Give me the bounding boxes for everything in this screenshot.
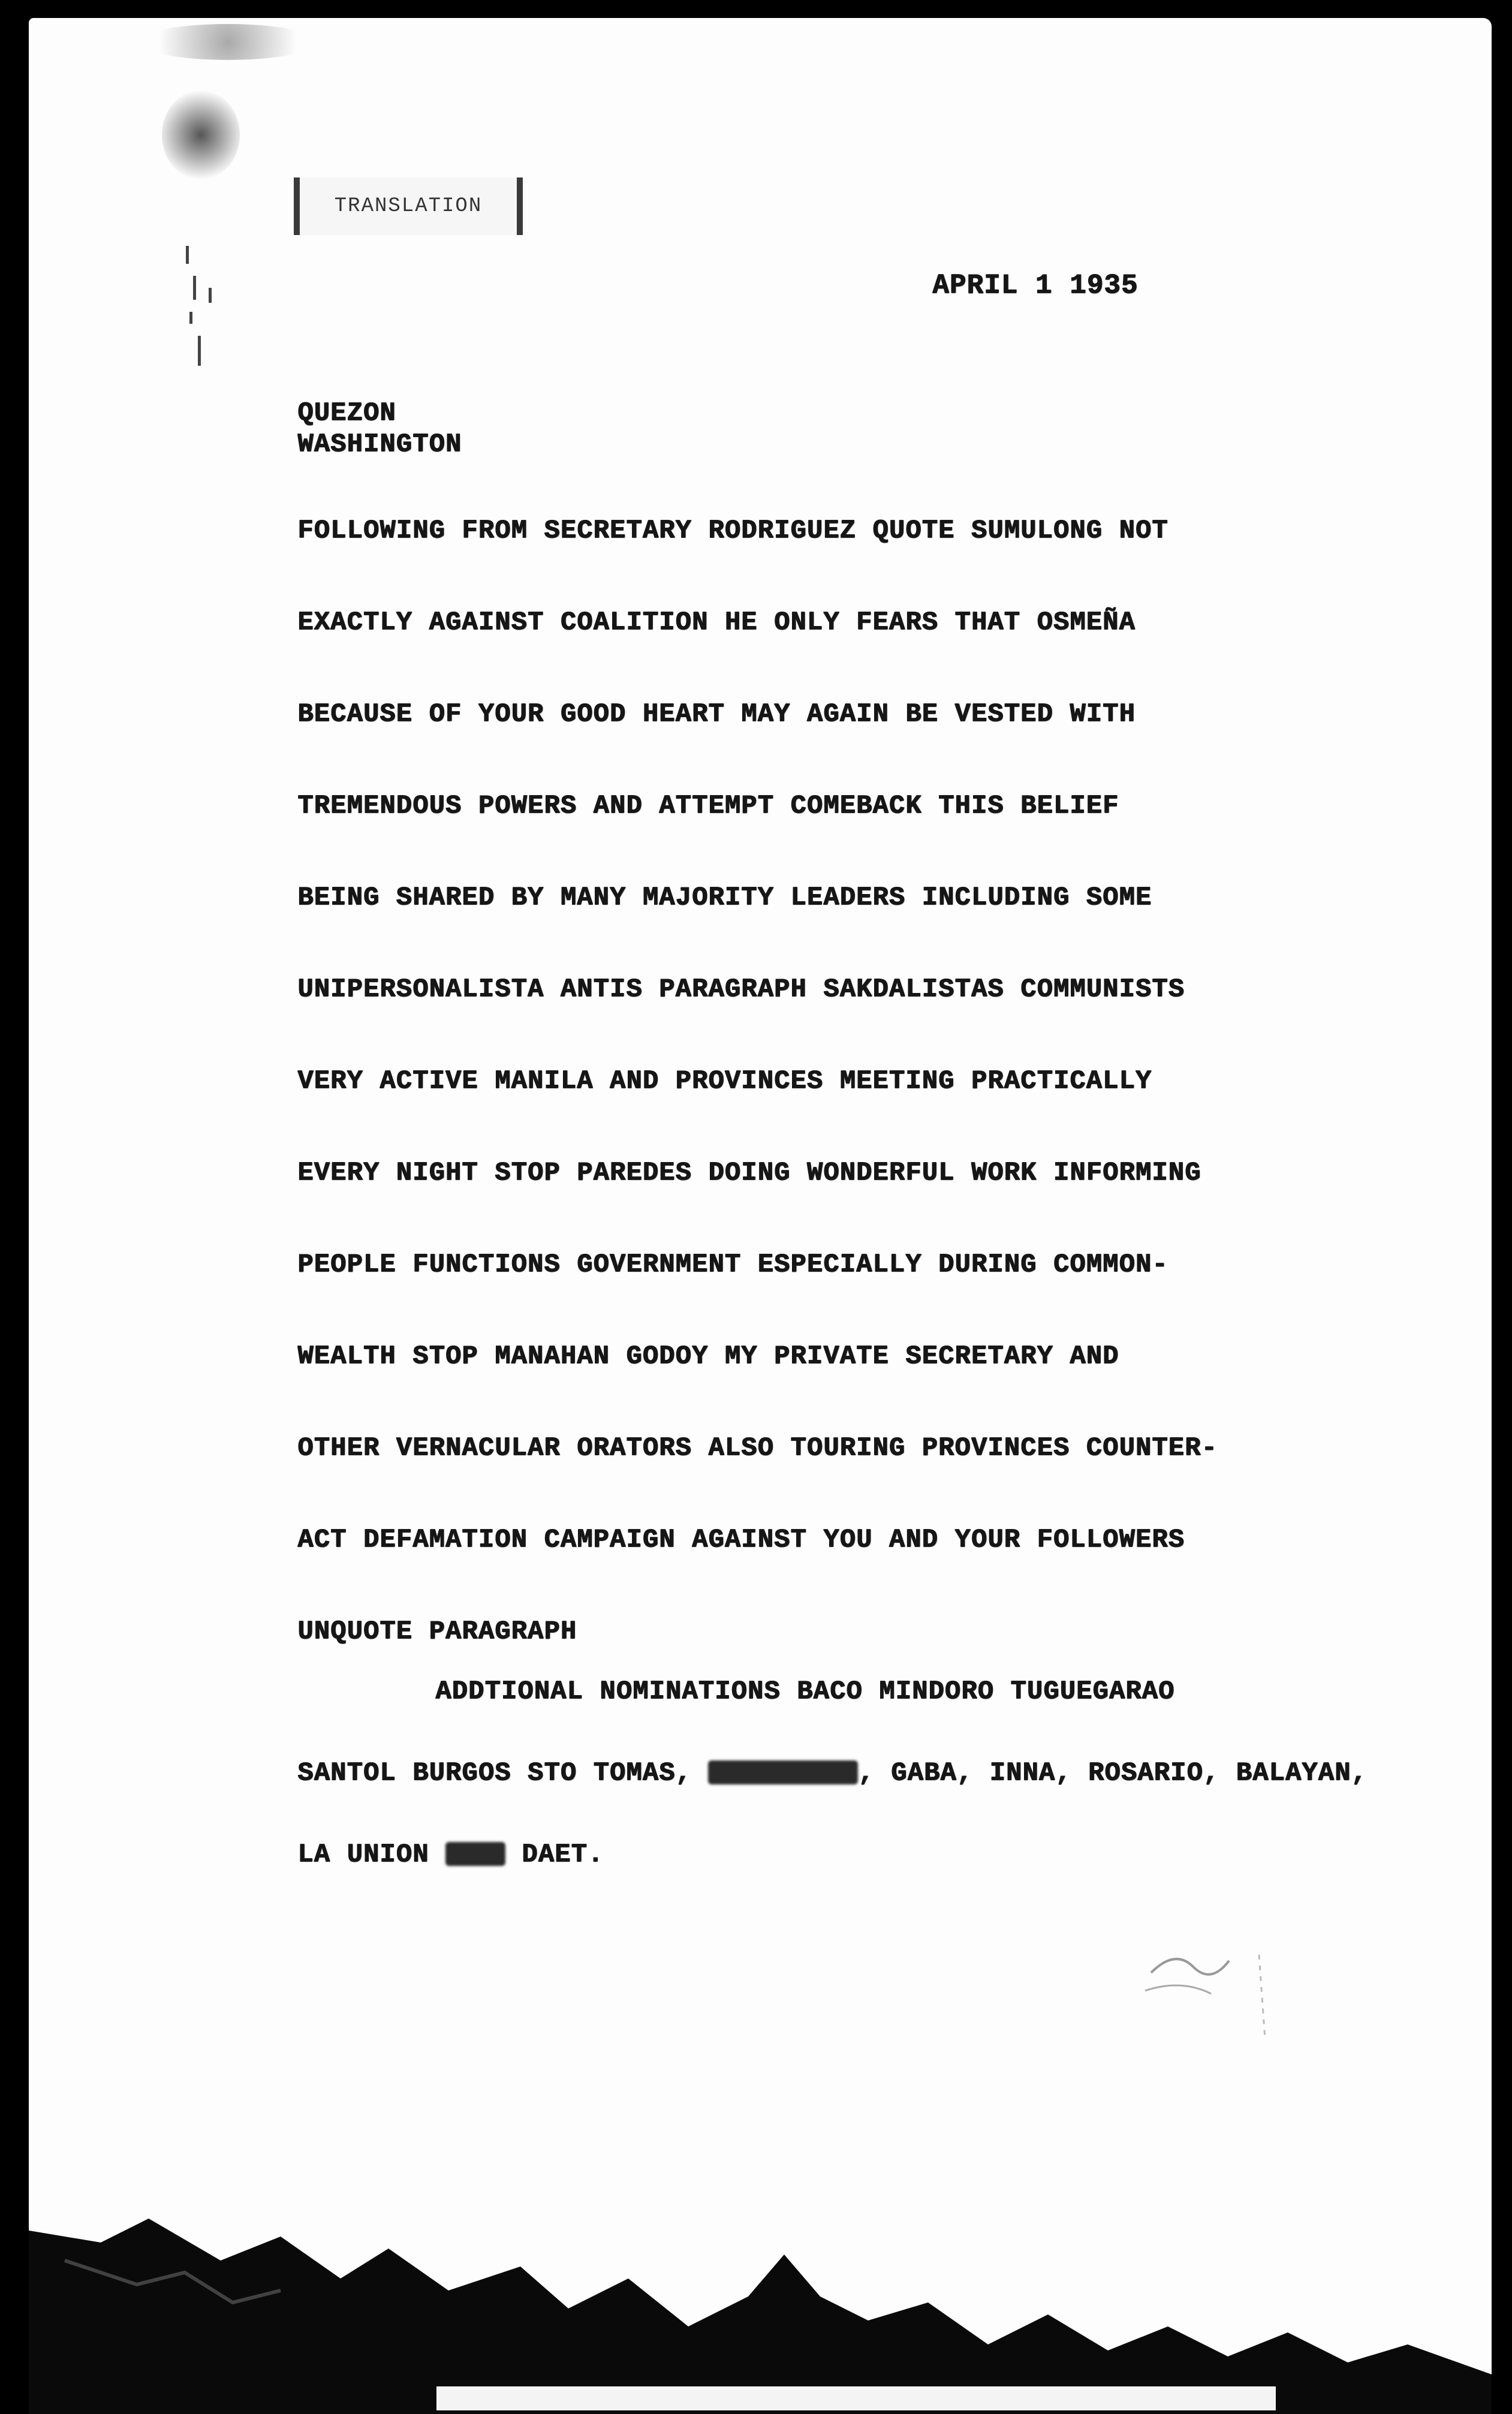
body-line: VERY ACTIVE MANILA AND PROVINCES MEETING PRACTICALLY xyxy=(297,1066,1152,1096)
body-line: EVERY NIGHT STOP PAREDES DOING WONDERFUL WORK INFORMING xyxy=(297,1158,1201,1188)
nominations-line-3-end: DAET. xyxy=(505,1840,604,1870)
body-line: TREMENDOUS POWERS AND ATTEMPT COMEBACK THIS BELIEF xyxy=(297,791,1119,821)
body-line: PEOPLE FUNCTIONS GOVERNMENT ESPECIALLY DURING COMMON- xyxy=(297,1250,1168,1280)
body-line: UNQUOTE PARAGRAPH xyxy=(297,1617,577,1647)
redaction-mark xyxy=(708,1760,858,1784)
redaction-mark xyxy=(445,1842,505,1866)
nominations-line-1: ADDTIONAL NOMINATIONS BACO MINDORO TUGUEGARAO xyxy=(435,1676,1175,1706)
margin-marks xyxy=(180,240,216,384)
ink-smudge xyxy=(162,90,240,180)
nominations-line-2 xyxy=(297,1758,1472,1840)
body-line: ACT DEFAMATION CAMPAIGN AGAINST YOU AND YOUR FOLLOWERS xyxy=(297,1525,1185,1555)
ink-smudge-small xyxy=(138,24,318,60)
message-body xyxy=(297,516,1436,1708)
addressee-location: WASHINGTON xyxy=(297,429,462,459)
stamp-label: TRANSLATION xyxy=(334,195,483,218)
body-line: UNIPERSONALISTA ANTIS PARAGRAPH SAKDALISTAS COMMUNISTS xyxy=(297,974,1185,1004)
body-line: WEALTH STOP MANAHAN GODOY MY PRIVATE SECRETARY AND xyxy=(297,1341,1119,1371)
letter-date: APRIL 1 1935 xyxy=(932,270,1138,301)
nominations-line-2-end: , GABA, INNA, ROSARIO, BALAYAN, xyxy=(858,1758,1368,1788)
nominations-line-3 xyxy=(297,1840,1472,1921)
nominations-line-3-start: LA UNION xyxy=(297,1840,445,1870)
pencil-scribble xyxy=(1139,1937,1295,2057)
body-line: FOLLOWING FROM SECRETARY RODRIGUEZ QUOTE SUMULONG NOT xyxy=(297,516,1168,546)
body-line: EXACTLY AGAINST COALITION HE ONLY FEARS THAT OSMEÑA xyxy=(297,607,1135,637)
body-line: BEING SHARED BY MANY MAJORITY LEADERS INCLUDING SOME xyxy=(297,883,1152,913)
torn-bottom-edge xyxy=(29,2207,1492,2414)
nominations-paragraph xyxy=(297,1676,1472,1921)
addressee-name: QUEZON xyxy=(297,398,396,428)
body-line: OTHER VERNACULAR ORATORS ALSO TOURING PROVINCES COUNTER- xyxy=(297,1433,1218,1463)
body-line: BECAUSE OF YOUR GOOD HEART MAY AGAIN BE VESTED WITH xyxy=(297,699,1135,729)
translation-stamp xyxy=(294,177,523,235)
nominations-line-2-start: SANTOL BURGOS STO TOMAS, xyxy=(297,1758,709,1788)
